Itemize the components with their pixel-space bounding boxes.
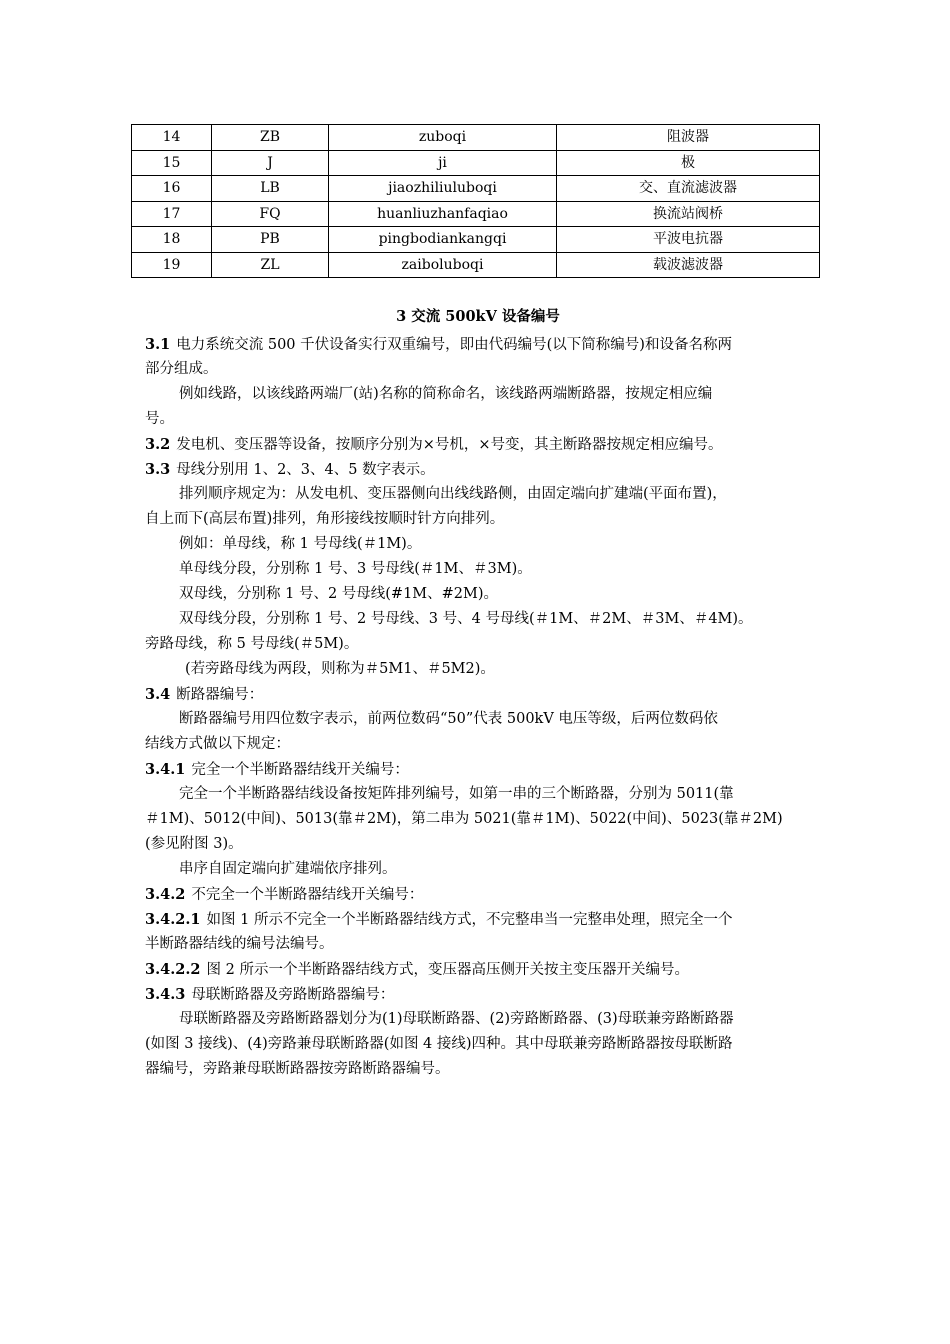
clause-text: 电力系统交流 500 千伏设备实行双重编号，即由代码编号(以下简称编号)和设备名称两 (176, 337, 732, 353)
table-row (132, 252, 820, 278)
clause-text: 断路器编号： (176, 687, 264, 703)
table-cell-code: FQ (212, 201, 329, 227)
clause-text: 如图 1 所示不完全一个半断路器结线方式，不完整串当一完整串处理，照完全一个 (206, 912, 733, 928)
table-cell-code: LB (212, 176, 329, 202)
section-heading: 3 交流 500kV 设备编号 (396, 308, 560, 325)
paragraph-line: ＃1M)、5012(中间)、5013(靠＃2M)，第二串为 5021(靠＃1M)、5022(中间)、5023(靠＃2M) (145, 811, 783, 827)
paragraph-3-1 (145, 332, 811, 357)
paragraph-line: (参见附图 3)。 (145, 836, 243, 852)
clause-text: 不完全一个半断路器结线开关编号： (191, 887, 424, 903)
paragraph-line: 例如线路，以该线路两端厂(站)名称的简称命名，该线路两端断路器，按规定相应编 (179, 386, 713, 402)
clause-number: 3.4.1 (145, 761, 186, 778)
clause-text: 完全一个半断路器结线开关编号： (191, 762, 409, 778)
table-cell-pinyin: huanliuzhanfaqiao (329, 201, 557, 227)
table-cell-pinyin: pingbodiankangqi (329, 227, 557, 253)
paragraph-3-3 (145, 457, 811, 482)
table-cell-code: J (212, 150, 329, 176)
paragraph-3-4-3 (145, 982, 811, 1007)
table-cell-pinyin: zuboqi (329, 125, 557, 151)
paragraph-line: 自上而下(高层布置)排列，角形接线按顺时针方向排列。 (145, 511, 505, 527)
paragraph-3-4-2 (145, 882, 811, 907)
clause-number: 3.1 (145, 336, 171, 353)
device-code-table (131, 124, 820, 278)
clause-text: 发电机、变压器等设备，按顺序分别为×号机，×号变，其主断路器按规定相应编号。 (176, 437, 723, 453)
table-cell-code: PB (212, 227, 329, 253)
table-cell-name: 极 (557, 150, 820, 176)
table-cell-name: 载波滤波器 (557, 252, 820, 278)
table-row (132, 150, 820, 176)
table-cell-name: 换流站阀桥 (557, 201, 820, 227)
table-cell-name: 平波电抗器 (557, 227, 820, 253)
clause-number: 3.4.2.1 (145, 911, 201, 928)
paragraph-line: 结线方式做以下规定： (145, 736, 290, 752)
table-cell-index: 19 (132, 252, 212, 278)
paragraph-3-2 (145, 432, 811, 457)
paragraph-line: 号。 (145, 411, 174, 427)
table-row (132, 201, 820, 227)
clause-number: 3.4.2.2 (145, 961, 201, 978)
table-cell-code: ZL (212, 252, 329, 278)
paragraph-3-4-2-1 (145, 907, 811, 932)
clause-text: 图 2 所示一个半断路器结线方式，变压器高压侧开关按主变压器开关编号。 (206, 962, 689, 978)
table-cell-index: 17 (132, 201, 212, 227)
table-cell-index: 14 (132, 125, 212, 151)
clause-number: 3.4.3 (145, 986, 186, 1003)
clause-number: 3.3 (145, 461, 171, 478)
paragraph-3-4 (145, 682, 811, 707)
paragraph-line: 单母线分段，分别称 1 号、3 号母线(＃1M、＃3M)。 (179, 561, 532, 577)
clause-text: 母联断路器及旁路断路器编号： (191, 987, 395, 1003)
paragraph-line: (如图 3 接线)、(4)旁路兼母联断路器(如图 4 接线)四种。其中母联兼旁路断路器按母联断路 (145, 1036, 733, 1052)
table-cell-name: 交、直流滤波器 (557, 176, 820, 202)
paragraph-line: (若旁路母线为两段，则称为＃5M1、＃5M2)。 (185, 661, 495, 677)
table-cell-index: 15 (132, 150, 212, 176)
paragraph-line: 部分组成。 (145, 361, 218, 377)
paragraph-line: 断路器编号用四位数字表示，前两位数码“50”代表 500kV 电压等级，后两位数码依 (179, 711, 718, 727)
table-cell-index: 18 (132, 227, 212, 253)
table-cell-code: ZB (212, 125, 329, 151)
clause-number: 3.4 (145, 686, 171, 703)
document-body (145, 304, 811, 1082)
clause-number: 3.2 (145, 436, 171, 453)
paragraph-line: 完全一个半断路器结线设备按矩阵排列编号，如第一串的三个断路器，分别为 5011(靠 (179, 786, 734, 802)
clause-number: 3.4.2 (145, 886, 186, 903)
table-cell-name: 阻波器 (557, 125, 820, 151)
paragraph-line: 半断路器结线的编号法编号。 (145, 936, 334, 952)
table-cell-pinyin: zaiboluboqi (329, 252, 557, 278)
paragraph-line: 例如：单母线，称 1 号母线(＃1M)。 (179, 536, 422, 552)
paragraph-line: 双母线，分别称 1 号、2 号母线(#1M、#2M)。 (179, 586, 499, 602)
paragraph-line: 排列顺序规定为：从发电机、变压器侧向出线线路侧，由固定端向扩建端(平面布置)， (179, 486, 727, 502)
table-row (132, 227, 820, 253)
paragraph-3-4-1 (145, 757, 811, 782)
paragraph-line: 器编号，旁路兼母联断路器按旁路断路器编号。 (145, 1061, 450, 1077)
table-row (132, 176, 820, 202)
paragraph-3-4-2-2 (145, 957, 811, 982)
table-cell-pinyin: jiaozhiliuluboqi (329, 176, 557, 202)
paragraph-line: 串序自固定端向扩建端依序排列。 (179, 861, 397, 877)
clause-text: 母线分别用 1、2、3、4、5 数字表示。 (176, 462, 435, 478)
paragraph-line: 旁路母线，称 5 号母线(＃5M)。 (145, 636, 359, 652)
table-cell-pinyin: ji (329, 150, 557, 176)
paragraph-line: 双母线分段，分别称 1 号、2 号母线、3 号、4 号母线(＃1M、＃2M、＃3M、＃4M)。 (179, 611, 753, 627)
table-cell-index: 16 (132, 176, 212, 202)
table-row (132, 125, 820, 151)
paragraph-line: 母联断路器及旁路断路器划分为(1)母联断路器、(2)旁路断路器、(3)母联兼旁路断路器 (179, 1011, 734, 1027)
